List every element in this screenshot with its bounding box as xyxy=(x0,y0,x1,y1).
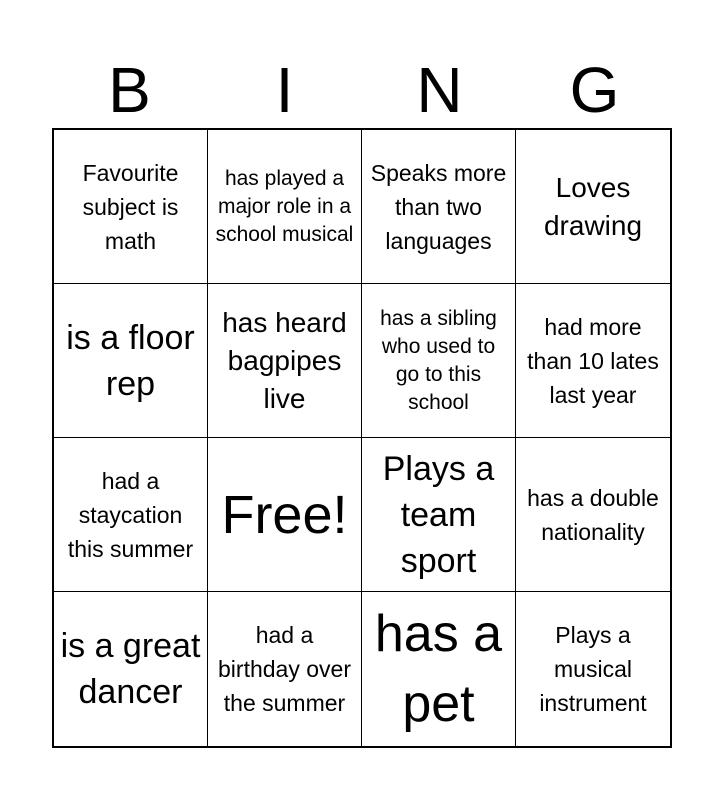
bingo-cell-7[interactable] xyxy=(362,284,516,438)
bingo-cell-6[interactable] xyxy=(208,284,362,438)
header-letter-g: G xyxy=(569,54,620,126)
cell-text: had more than 10 lates last year xyxy=(527,313,659,408)
cell-text: Plays a team sport xyxy=(382,449,495,580)
cell-text: Favourite subject is math xyxy=(82,159,179,254)
header-letter-n: N xyxy=(416,54,463,126)
cell-text: had a birthday over the summer xyxy=(218,622,351,716)
bingo-cell-8[interactable] xyxy=(516,284,670,438)
bingo-cell-4[interactable] xyxy=(516,130,670,284)
bingo-header xyxy=(52,52,672,128)
cell-text: Loves drawing xyxy=(543,171,643,241)
bingo-cell-13[interactable] xyxy=(54,592,208,746)
bingo-cell-14[interactable] xyxy=(208,592,362,746)
header-letter-i: I xyxy=(275,54,294,126)
cell-text: is a great dancer xyxy=(60,627,201,711)
bingo-cell-5[interactable] xyxy=(54,284,208,438)
bingo-cell-15[interactable] xyxy=(362,592,516,746)
bingo-cell-16[interactable] xyxy=(516,592,670,746)
header-letter-b: B xyxy=(108,54,151,126)
cell-text: Speaks more than two languages xyxy=(370,159,507,254)
cell-text: has heard bagpipes live xyxy=(222,306,347,414)
cell-text: had a staycation this summer xyxy=(67,467,194,562)
bingo-cell-9[interactable] xyxy=(54,438,208,592)
bingo-cell-2[interactable] xyxy=(208,130,362,284)
cell-text: has a double nationality xyxy=(527,484,659,545)
bingo-cell-3[interactable] xyxy=(362,130,516,284)
cell-text: has a pet xyxy=(374,605,503,733)
free-space-text: Free! xyxy=(221,484,348,545)
bingo-board xyxy=(52,128,672,748)
cell-text: has played a major role in a school musical xyxy=(215,166,354,246)
cell-text: is a floor rep xyxy=(66,318,195,403)
cell-text: Plays a musical instrument xyxy=(539,622,647,716)
cell-text: has a sibling who used to go to this school xyxy=(380,306,497,414)
bingo-cell-12[interactable] xyxy=(516,438,670,592)
free-space-cell[interactable] xyxy=(208,438,362,592)
bingo-cell-1[interactable] xyxy=(54,130,208,284)
bingo-cell-11[interactable] xyxy=(362,438,516,592)
